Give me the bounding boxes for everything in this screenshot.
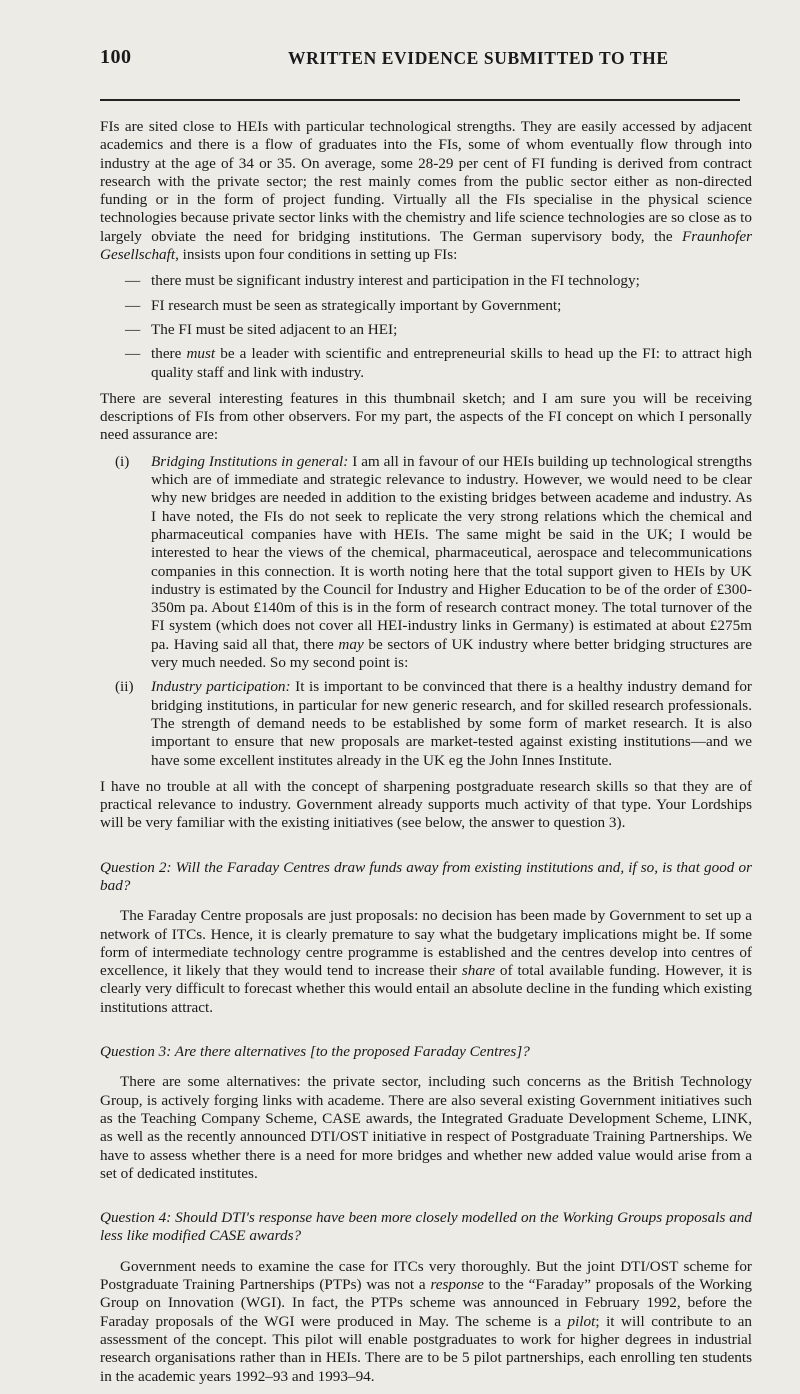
point-item <box>100 453 752 673</box>
point-emphasis: may <box>338 635 364 653</box>
points-list <box>100 453 752 770</box>
dash-marker: — <box>125 345 141 363</box>
question-4-answer <box>100 1258 752 1386</box>
postgraduate-paragraph: I have no trouble at all with the concept of sharpening postgraduate research skills so that they are of practical relevance to industry. Government already supports much activity of that type. Your Lordships will be very familiar with the existing initiatives (see below, the answer to question 3). <box>100 777 752 832</box>
intro-text-end: , insists upon four conditions in setting up FIs: <box>175 246 458 264</box>
answer-text-mid: to the “Faraday” proposals of the Working Group on Innovation (WGI). In fact, the PTPs scheme was announced in February 1992, before the Faraday proposals of the WGI were produced in May. The scheme is a <box>100 1276 752 1330</box>
intro-paragraph <box>100 118 752 264</box>
page-number: 100 <box>100 46 132 68</box>
answer-text: Government needs to examine the case for ITCs very thoroughly. But the joint DTI/OST scheme for Postgraduate Training Partnerships (PTPs) was not a <box>100 1257 752 1294</box>
question-2-heading: Question 2: Will the Faraday Centres draw funds away from existing institutions and, if so, is that good or bad? <box>100 858 752 894</box>
document-body <box>100 118 752 1394</box>
running-head: WRITTEN EVIDENCE SUBMITTED TO THE <box>288 48 669 68</box>
answer-text-end: of total available funding. However, it is clearly very difficult to forecast whether this would entail an absolute decline in the funding which existing institutions attract. <box>100 962 752 1016</box>
condition-text: FI research must be seen as strategically important by Government; <box>151 296 562 314</box>
question-3-answer: There are some alternatives: the private sector, including such concerns as the British Technology Group, is actively forging links with academe. There are also several existing Government initiatives such as the Teaching Company Scheme, CASE awards, the Integrated Graduate Development Scheme, LINK, as well as the recently announced DTI/OST initiative in respect of Postgraduate Training Partnerships. We have to assess whether there is a need for more bridges and whether new added value would arise from a set of dedicated institutes. <box>100 1073 752 1182</box>
answer-text: The Faraday Centre proposals are just proposals: no decision has been made by Government to set up a network of ITCs. Hence, it is clearly premature to say what the budgetary implications might be. If some form of intermediate technology centre programme is established and the centres develop into centres of excellence, it likely that they would tend to increase their <box>100 907 752 980</box>
answer-emphasis: pilot <box>567 1312 596 1330</box>
point-item <box>100 678 752 769</box>
condition-text-end: be a leader with scientific and entrepreneurial skills to head up the FI: to attract high quality staff and link with industry. <box>151 345 753 381</box>
answer-emphasis: response <box>430 1276 484 1294</box>
answer-emphasis: share <box>461 962 496 980</box>
fraunhofer-name: Fraunhofer Gesellschaft <box>100 227 752 264</box>
conditions-list <box>100 272 752 381</box>
condition-emphasis: must <box>186 345 216 363</box>
condition-item <box>100 297 752 315</box>
condition-text: there <box>151 345 187 363</box>
condition-text: The FI must be sited adjacent to an HEI; <box>151 320 398 338</box>
point-text: It is important to be convinced that there is a healthy industry demand for bridging institutions, in particular for new generic research, and for skilled research professionals. The strength of demand needs to be established by some form of market research. It is also important to ensure that new proposals are market-tested against existing institutions—and we have some excellent institutes already in the UK eg the John Innes Institute. <box>151 678 752 769</box>
condition-item <box>100 321 752 339</box>
intro-text: FIs are sited close to HEIs with particular technological strengths. They are easily accessed by adjacent academics and there is a flow of graduates into the FIs, some of whom eventually flow through into industry at the age of 34 or 35. On average, some 28-29 per cent of FI funding is derived from contract research with the private sector; the rest mainly comes from the public sector either as non-directed funding or in the form of project funding. Virtually all the FIs specialise in the physical science technologies because private sector links with the chemistry and life science technologies are so close as to largely obviate the need for bridging institutions. The German supervisory body, the <box>100 118 752 245</box>
dash-marker: — <box>125 272 141 290</box>
point-text-end: be sectors of UK industry where better bridging structures are very much needed. So my second point is: <box>151 635 752 672</box>
point-title: Industry participation: <box>151 678 291 696</box>
point-text: I am all in favour of our HEIs building up technological strengths which are of immediate and strategic relevance to industry. However, we would need to be clear why new bridges are needed in addition to the existing bridges between academe and industry. As I have noted, the FIs do not seek to replicate the very strong relations which the chemical and pharmaceutical companies have with HEIs. The same might be said in the UK; I would be interested to hear the views of the chemical, pharmaceutical, aerospace and telecommunications companies in this connection. It is worth noting here that the total support given to HEIs by UK industry is estimated by the Council for Industry and Higher Education to be of the order of £300-350m pa. About £140m of this is in the form of research contract money. The total turnover of the FI system (which does not cover all HEI-industry links in Germany) is estimated at about £275m pa. Having said all that, there <box>151 452 752 653</box>
point-number: (ii) <box>115 678 134 696</box>
point-title: Bridging Institutions in general: <box>151 452 349 470</box>
point-number: (i) <box>115 452 130 470</box>
dash-marker: — <box>125 320 141 338</box>
condition-text: there must be significant industry interest and participation in the FI technology; <box>151 272 640 290</box>
question-3-heading: Question 3: Are there alternatives [to the proposed Faraday Centres]? <box>100 1043 530 1061</box>
condition-item <box>100 272 752 290</box>
answer-text-end: ; it will contribute to an assessment of the concept. This pilot will enable postgraduates to work for higher degrees in industrial research organisations rather than in HEIs. There are to be 5 pilot partnerships, each enrolling ten students in the academic years 1992–93 and 1993–94. <box>100 1312 752 1385</box>
assurance-paragraph: There are several interesting features in this thumbnail sketch; and I am sure you will be receiving descriptions of FIs from other observers. For my part, the aspects of the FI concept on which I personally need assurance are: <box>100 389 752 444</box>
condition-item <box>100 345 752 382</box>
question-2-answer <box>100 907 752 1017</box>
page-header <box>100 46 740 86</box>
header-rule <box>100 99 740 101</box>
dash-marker: — <box>125 296 141 314</box>
question-4-heading: Question 4: Should DTI's response have been more closely modelled on the Working Groups proposals and less like modified CASE awards? <box>100 1209 752 1245</box>
